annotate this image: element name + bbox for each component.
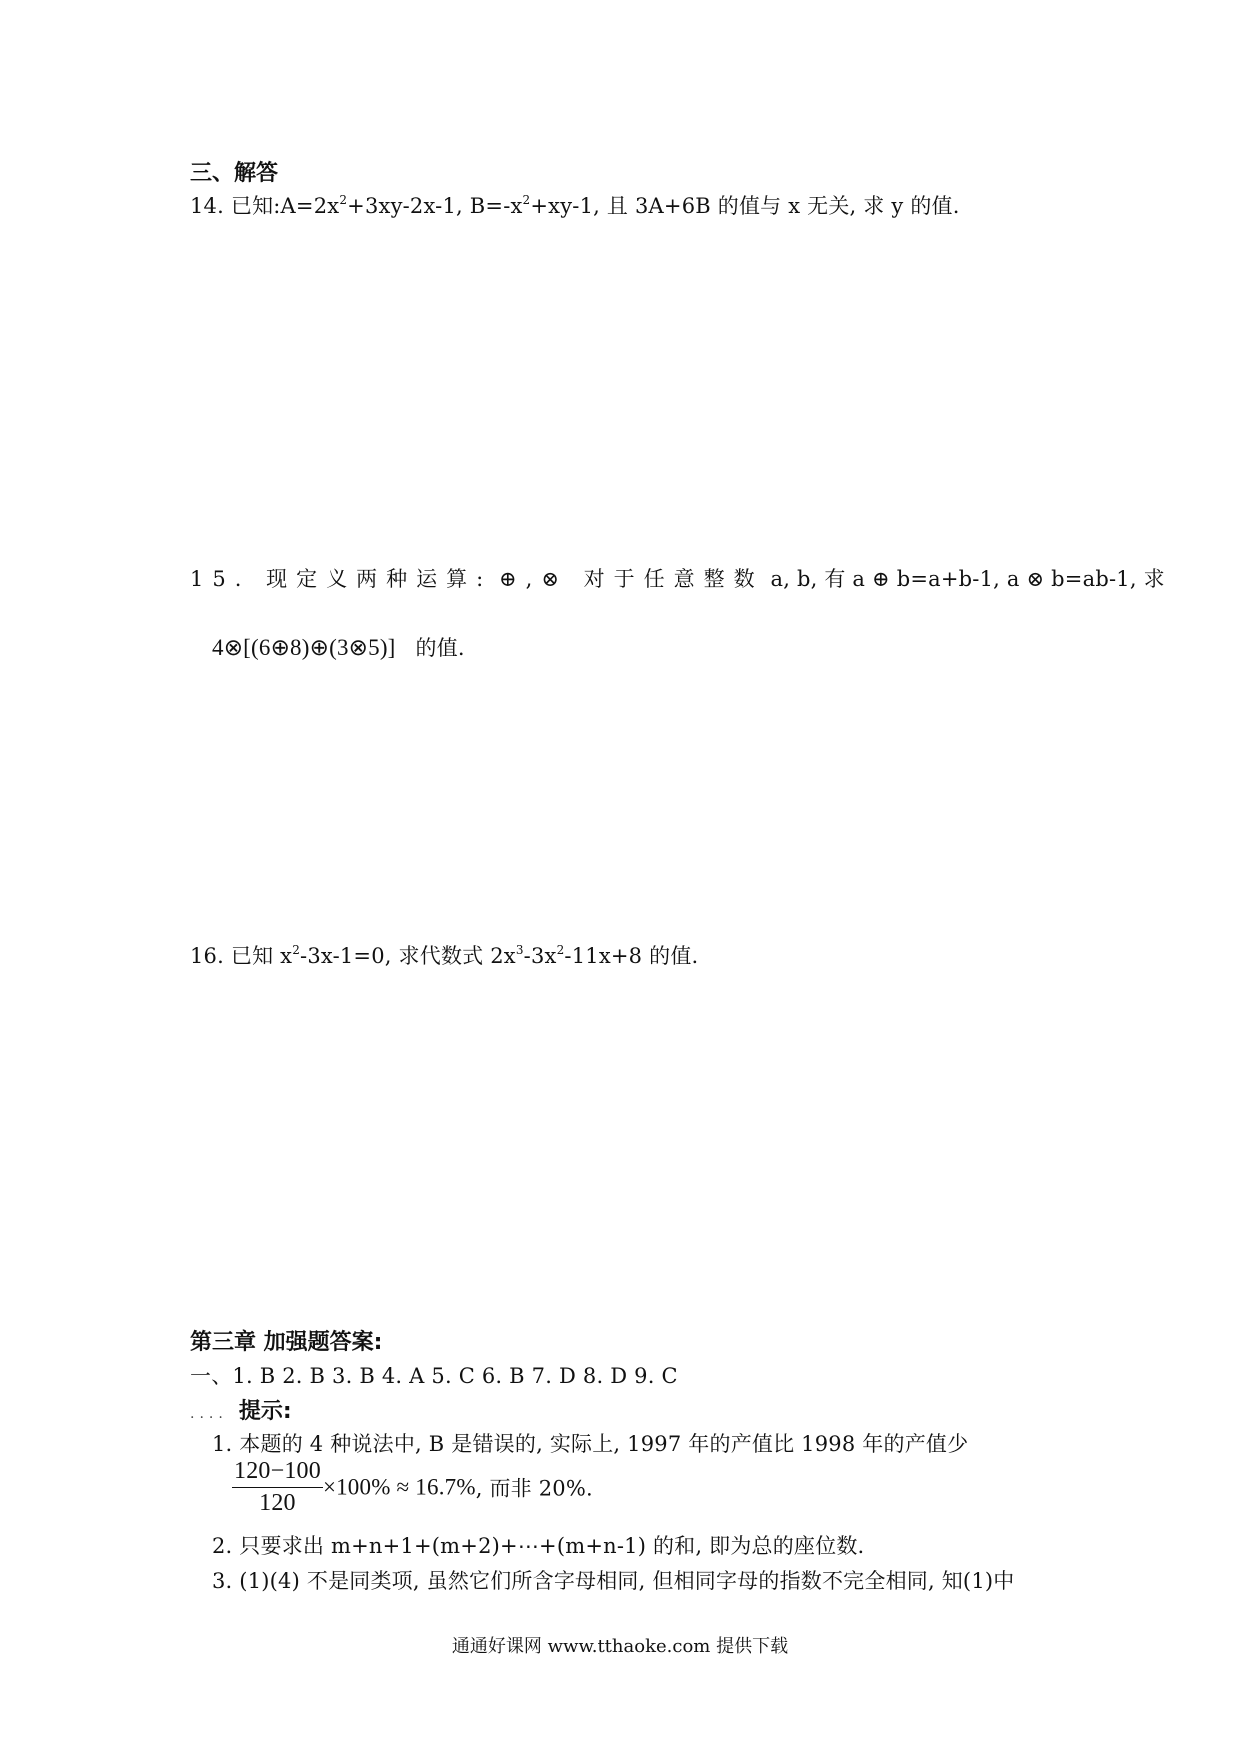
page-footer: 通通好课网 www.tthaoke.com 提供下载 (451, 1636, 789, 1657)
q16-sup-1: 2 (292, 943, 301, 957)
hint-1-line-2 (232, 1458, 593, 1517)
q16-text-2: -3x-1=0, 求代数式 2x (300, 944, 516, 968)
q14-sup-2: 2 (522, 193, 531, 207)
hint-3: 3. (1)(4) 不是同类项, 虽然它们所含字母相同, 但相同字母的指数不完全相同, 知(1)中 (212, 1569, 1015, 1593)
q15-tail: 的值. (415, 636, 465, 660)
fraction-numerator: 120−100 (232, 1458, 323, 1488)
q14-sup-1: 2 (339, 193, 348, 207)
q15-expression: 4⊗[(6⊕8)⊕(3⊗5)] (212, 635, 396, 660)
hint-dots: .... (190, 1406, 228, 1422)
q14-text-2: +3xy-2x-1, B=-x (347, 194, 523, 218)
q15-operators: ⊕,⊗ 对于任意整数 (499, 567, 764, 591)
hint-label: 提示: (238, 1399, 292, 1424)
q16-text-4: -11x+8 的值. (564, 944, 699, 968)
question-14 (190, 190, 960, 220)
hint-heading-row (190, 1394, 292, 1425)
hint-1-tail: , 而非 20%. (475, 1476, 593, 1501)
q15-intro: 15. 现定义两种运算: (190, 567, 493, 591)
question-15-line-1 (190, 563, 1165, 593)
question-15-line-2 (212, 632, 465, 662)
q15-definition: a, b, 有 a ⊕ b=a+b-1, a ⊗ b=ab-1, 求 (770, 567, 1165, 591)
q16-text-3: -3x (523, 944, 557, 968)
section-heading-answers: 三、解答 (190, 161, 279, 186)
q14-text-3: +xy-1, 且 3A+6B 的值与 x 无关, 求 y 的值. (530, 194, 960, 218)
hint-1-percent: ×100% ≈ 16.7% (322, 1474, 476, 1500)
fraction-denominator: 120 (259, 1490, 296, 1516)
hint-1-fraction (232, 1458, 323, 1517)
q16-text-1: 16. 已知 x (190, 944, 293, 968)
answers-heading: 第三章 加强题答案: (190, 1330, 383, 1355)
choice-answers-line: 一、1. B 2. B 3. B 4. A 5. C 6. B 7. D 8. D 9. C (190, 1364, 678, 1388)
question-16 (190, 940, 698, 970)
q14-text-1: 14. 已知:A=2x (190, 194, 340, 218)
q16-sup-2: 3 (515, 943, 524, 957)
q16-sup-3: 2 (556, 943, 565, 957)
hint-2: 2. 只要求出 m+n+1+(m+2)+⋯+(m+n-1) 的和, 即为总的座位数. (212, 1534, 865, 1558)
hint-1-line-1: 1. 本题的 4 种说法中, B 是错误的, 实际上, 1997 年的产值比 1998 年的产值少 (212, 1432, 969, 1456)
